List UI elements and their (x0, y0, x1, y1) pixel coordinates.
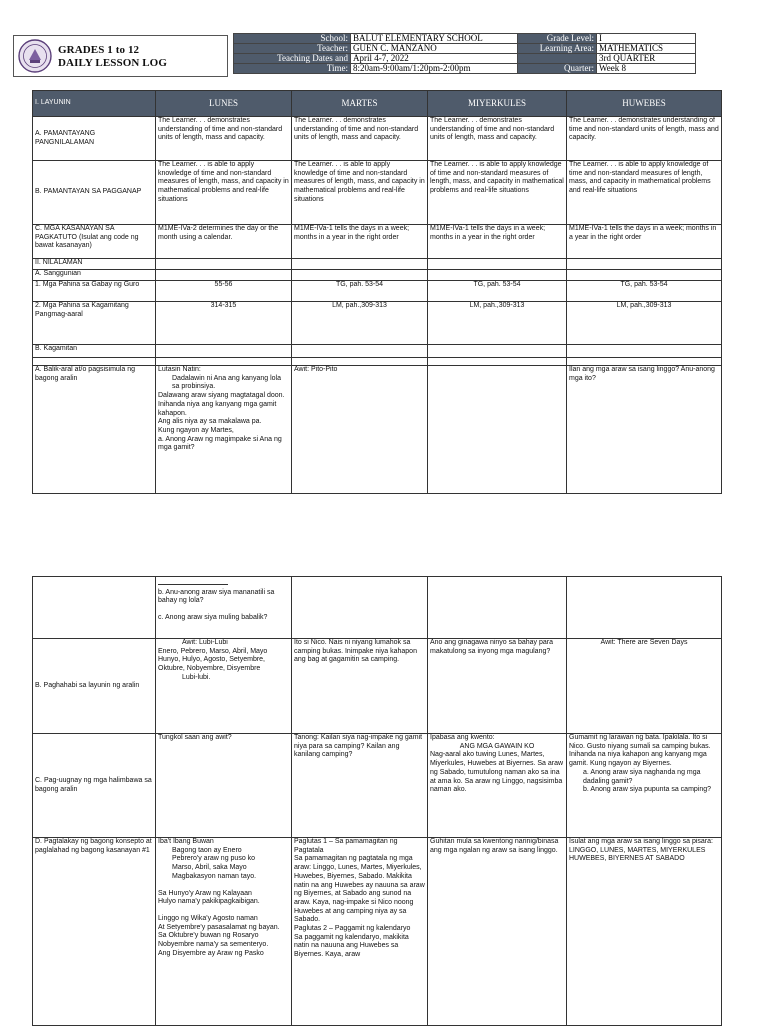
text-line: Awit: Lubi-Lubi (182, 639, 228, 646)
pamantayan-sa-pagganap-row (33, 161, 722, 225)
school-info-table (233, 33, 696, 74)
text-line: c. Anong araw siya muling babalik? (158, 614, 268, 622)
cell-huwebes: LM, pah.,309-313 (567, 302, 722, 345)
text-line: Hulyo nama'y pakikipagkaibigan. (158, 898, 260, 906)
info-row (234, 64, 696, 74)
kagamitan-row (33, 345, 722, 358)
cell-lunes (156, 577, 292, 639)
logo-title-line2: DAILY LESSON LOG (58, 57, 167, 69)
text-line: LINGGO, LUNES, MARTES, MIYERKULES (569, 846, 706, 854)
teaching-dates-label: Teaching Dates and (234, 54, 351, 64)
answer-blank (158, 577, 228, 585)
info-row (234, 44, 696, 54)
row-label: II. NILALAMAN (33, 259, 156, 270)
cell-lunes (156, 639, 292, 734)
miyerkules-header: MIYERKULES (428, 91, 567, 117)
school-label: School: (234, 34, 351, 44)
cell-huwebes: M1ME-IVa-1 tells the days in a week; months in a year in the right order (567, 225, 722, 259)
balik-aral-continued-row (33, 577, 722, 639)
lesson-log-table (32, 90, 722, 494)
cell-lunes: 314-315 (156, 302, 292, 345)
column-header-row (33, 91, 722, 117)
text-line: Marso, Abril, saka Mayo (172, 864, 247, 872)
cell-martes: The Learner. . . demonstrates understanding of time and non-standard units of length, mass and capacity. (292, 117, 428, 161)
cell-miyerkules: Guhitan mula sa kwentong narinig/binasa ang mga ngalan ng araw sa isang linggo. (428, 838, 567, 1026)
text-line: Sa pamamagitan ng pagtatala ng mga araw: Linggo, Lunes, Martes, Miyerkules, Huwebes, Biyernes, Sabado. Makikita natin na ang Huwebes ay nauuna sa araw ng Biyernes, at Sabado ang sunod na araw. Kaya, nag-impake si Nico noong Huwebes at ang camping niya ay sa Sabado. (294, 855, 425, 924)
info-row (234, 54, 696, 64)
cell-miyerkules (428, 366, 567, 494)
quarter-value: 3rd QUARTER (597, 54, 696, 64)
row-label: D. Pagtalakay ng bagong konsepto at paglalahad ng bagong kasanayan #1 (33, 838, 156, 1026)
text-line: HUWEBES, BIYERNES AT SABADO (569, 855, 685, 863)
time-value: 8:20am-9:00am/1:20pm-2:00pm (351, 64, 518, 74)
learning-area-label: Learning Area: (518, 44, 597, 54)
cell-martes: Tanong: Kailan siya nag-impake ng gamit niya para sa camping? Kailan ang kanilang camping? (292, 734, 428, 838)
gabay-ng-guro-row (33, 281, 722, 302)
text-line: Pebrero'y araw ng puso ko (172, 855, 256, 863)
quarter-label-blank (518, 54, 597, 64)
logo-title-line1: GRADES 1 to 12 (58, 44, 140, 56)
cell-huwebes (567, 838, 722, 1026)
time-label: Time: (234, 64, 351, 74)
cell-miyerkules (428, 734, 567, 838)
cell-martes: Awit: Pito-Pito (292, 366, 428, 494)
cell-lunes: M1ME-IVa-2 determines the day or the month using a calendar. (156, 225, 292, 259)
text-line: Paglutas 2 – Paggamit ng kalendaryo (294, 925, 411, 933)
cell-miyerkules: The Learner. . . demonstrates understanding of time and non-standard units of length, mass and capacity. (428, 117, 567, 161)
school-logo-box (13, 35, 228, 77)
row-label: C. Pag-uugnay ng mga halimbawa sa bagong aralin (33, 734, 156, 838)
text-line: Bagong taon ay Enero (172, 846, 242, 854)
grade-level-value: I (597, 34, 696, 44)
cell-huwebes: Ilan ang mga araw sa isang linggo? Anu-anong mga ito? (567, 366, 722, 494)
pagtalakay-row (33, 838, 722, 1026)
text-line: Enero, Pebrero, Marso, Abril, Mayo (158, 647, 268, 655)
text-line: Linggo ng Wika'y Agosto naman (158, 914, 258, 922)
row-label: B. PAMANTAYAN SA PAGGANAP (33, 161, 156, 225)
text-line: Nag-aaral ako tuwing Lunes, Martes, Miyerkules, Huwebes at Biyernes. Sa araw ng Sabado, tumutulong naman ako sa ina at ama ko. Sa araw ng Linggo, nagsisimba naman ako. (430, 751, 564, 794)
text-line: Ang alis niya ay sa makalawa pa. (158, 418, 262, 426)
week-value: Week 8 (597, 64, 696, 74)
cell-lunes (156, 366, 292, 494)
text-line: Inihanda niya ang kanyang mga gamit kahapon. (158, 400, 277, 417)
nilalaman-row (33, 259, 722, 270)
cell-lunes (156, 838, 292, 1026)
info-row (234, 34, 696, 44)
text-line: Oktubre, Nobyembre, Disyembre (158, 665, 261, 673)
text-line: a. Anong araw siya naghanda ng mga dadaling gamit? (583, 768, 701, 785)
teacher-value: GUEN C. MANZANO (351, 44, 518, 54)
cell-huwebes: The Learner. . . is able to apply knowledge of time and non-standard measures of length, mass, and capacity in mathematical problems and real-life situations (567, 161, 722, 225)
row-label: B. Kagamitan (33, 345, 156, 358)
text-line: Iba't Ibang Buwan (158, 838, 214, 845)
kasanayan-row (33, 225, 722, 259)
cell-miyerkules: LM, pah.,309-313 (428, 302, 567, 345)
quarter-label: Quarter: (518, 64, 597, 74)
text-line: Lutasin Natin: (158, 366, 201, 373)
text-line: Paglutas 1 – Sa pamamagitan ng Pagtatala (294, 838, 398, 854)
row-label: B. Paghahabi sa layunin ng aralin (33, 639, 156, 734)
text-line: Sa Oktubre'y buwan ng Rosaryo (158, 932, 259, 940)
text-line: Isulat ang mga araw sa isang linggo sa pisara: (569, 838, 713, 845)
cell-martes: TG, pah. 53-54 (292, 281, 428, 302)
row-label: 1. Mga Pahina sa Gabay ng Guro (33, 281, 156, 302)
text-line: Ipabasa ang kwento: (430, 734, 495, 741)
martes-header: MARTES (292, 91, 428, 117)
cell-martes: M1ME-IVa-1 tells the days in a week; months in a year in the right order (292, 225, 428, 259)
text-line: Lubi-lubi. (182, 673, 211, 681)
text-line: Kung ngayon ay Martes, (158, 426, 234, 434)
text-line: Sa paggamit ng kalendaryo, makikita natin na nauuna ang Huwebes sa Biyernes. Kaya, araw (294, 933, 409, 959)
spacer-row (33, 358, 722, 366)
story-title: ANG MGA GAWAIN KO (459, 742, 535, 750)
balik-aral-row (33, 366, 722, 494)
lesson-log-table-continued (32, 576, 722, 1026)
cell-lunes: The Learner. . . demonstrates understanding of time and non-standard units of length, mass and capacity. (156, 117, 292, 161)
kagamitang-pangmag-aaral-row (33, 302, 722, 345)
cell-lunes: 55-56 (156, 281, 292, 302)
learning-area-value: MATHEMATICS (597, 44, 696, 54)
text-line: Ang Disyembre ay Araw ng Pasko (158, 949, 264, 957)
cell-miyerkules: The Learner. . . is able to apply knowledge of time and non-standard measures of length, mass, and capacity in mathematical problems and real-life situations (428, 161, 567, 225)
layunin-header: I. LAYUNIN (33, 91, 156, 117)
cell-martes: LM, pah.,309-313 (292, 302, 428, 345)
teaching-dates-value: April 4-7, 2022 (351, 54, 518, 64)
cell-miyerkules: Ano ang ginagawa ninyo sa bahay para makatulong sa inyong mga magulang? (428, 639, 567, 734)
cell-martes: Ito si Nico. Nais ni niyang lumahok sa camping bukas. Inimpake niya kahapon ang bag at gagamitin sa camping. (292, 639, 428, 734)
row-label: C. MGA KASANAYAN SA PAGKATUTO (Isulat ang code ng bawat kasanayan) (33, 225, 156, 259)
text-line: At Setyembre'y pasasalamat ng bayan. (158, 923, 280, 931)
text-line: Gumamit ng larawan ng bata. Ipakilala. Ito si Nico. Gusto niyang sumali sa camping bukas. Inihanda na niya kahapon ang kanyang mga gamit. Kung ngayon ay Biyernes. (569, 734, 711, 768)
cell-huwebes: Awit: There are Seven Days (567, 639, 722, 734)
text-line: Nobyembre nama'y sa sementeryo. (158, 941, 269, 949)
cell-lunes: The Learner. . . is able to apply knowledge of time and non-standard measures of length, mass, and capacity in mathematical problems and real-life situations (156, 161, 292, 225)
text-line: a. Anong Araw ng magimpake si Ana ng mga gamit? (158, 435, 282, 452)
pag-uugnay-row (33, 734, 722, 838)
cell-huwebes: The Learner. . . demonstrates understanding of time and non-standard units of length, mass and capacity. (567, 117, 722, 161)
cell-huwebes: TG, pah. 53-54 (567, 281, 722, 302)
cell-lunes: Tungkol saan ang awit? (156, 734, 292, 838)
school-value: BALUT ELEMENTARY SCHOOL (351, 34, 518, 44)
sanggunian-row (33, 270, 722, 281)
huwebes-header: HUWEBES (567, 91, 722, 117)
cell-martes (292, 838, 428, 1026)
row-label: 2. Mga Pahina sa Kagamitang Pangmag-aaral (33, 302, 156, 345)
teacher-label: Teacher: (234, 44, 351, 54)
text-line: Dadalawin ni Ana ang kanyang lola sa probinsiya. (172, 374, 281, 391)
cell-martes: The Learner. . . is able to apply knowledge of time and non-standard measures of length, mass, and capacity in mathematical problems and real-life situations (292, 161, 428, 225)
text-line: b. Anong araw siya pupunta sa camping? (583, 786, 712, 794)
cell-miyerkules: TG, pah. 53-54 (428, 281, 567, 302)
row-label: A. Balik-aral at/o pagsisimula ng bagong aralin (33, 366, 156, 494)
lunes-header: LUNES (156, 91, 292, 117)
text-line: b. Anu-anong araw siya mananatili sa bahay ng lola? (158, 588, 275, 605)
cell-miyerkules: M1ME-IVa-1 tells the days in a week; months in a year in the right order (428, 225, 567, 259)
row-label: A. PAMANTAYANG PANGNILALAMAN (33, 117, 156, 161)
grade-level-label: Grade Level: (518, 34, 597, 44)
text-line: Dalawang araw siyang magtatagal doon. (158, 392, 285, 400)
row-label: A. Sanggunian (33, 270, 156, 281)
deped-seal-icon (18, 39, 52, 73)
paghahabi-row (33, 639, 722, 734)
pamantayang-pangnilalaman-row (33, 117, 722, 161)
text-line: Magbakasyon naman tayo. (172, 872, 257, 880)
text-line: Hunyo, Hulyo, Agosto, Setyembre, (158, 656, 265, 664)
cell-huwebes (567, 734, 722, 838)
text-line: Sa Hunyo'y Araw ng Kalayaan (158, 889, 252, 897)
